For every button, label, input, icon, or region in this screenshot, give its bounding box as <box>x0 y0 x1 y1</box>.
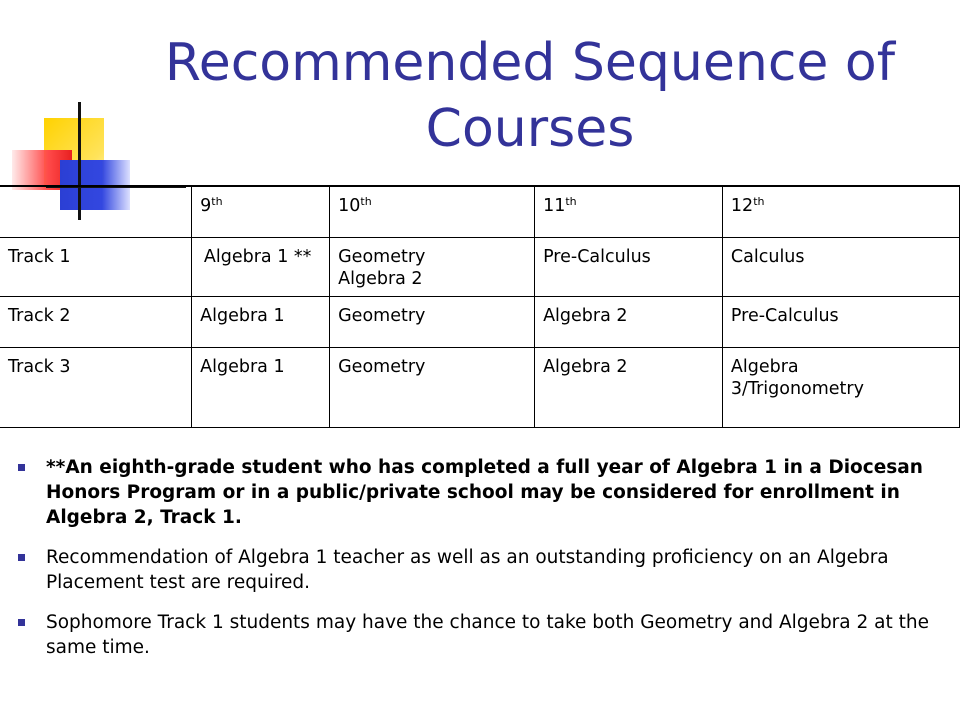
cell-11th: Algebra 2 <box>535 296 723 347</box>
bullet-square-icon <box>18 464 25 471</box>
cell-9th: Algebra 1 <box>192 347 330 427</box>
header-cell-10th: 10th <box>330 186 535 237</box>
cell-12th: Algebra 3/Trigonometry <box>722 347 959 427</box>
cell-9th: Algebra 1 <box>192 296 330 347</box>
list-item <box>18 545 948 595</box>
cell-11th: Pre-Calculus <box>535 237 723 296</box>
header-cell-12th: 12th <box>722 186 959 237</box>
cell-10th: Geometry <box>330 347 535 427</box>
bullet-square-icon <box>18 619 25 626</box>
note-text: **An eighth-grade student who has completed a full year of Algebra 1 in a Diocesan Honors Program or in a public/private school may be considered for enrollment in Algebra 2, Track 1. <box>46 457 923 528</box>
header-cell-9th: 9th <box>192 186 330 237</box>
table-row <box>0 237 960 296</box>
course-sequence-table <box>0 185 960 428</box>
list-item <box>18 455 948 530</box>
header-cell-empty <box>0 186 192 237</box>
table-row <box>0 347 960 427</box>
notes-list <box>18 455 948 675</box>
table-header-row <box>0 186 960 237</box>
cell-12th: Pre-Calculus <box>722 296 959 347</box>
cell-9th: Algebra 1 ** <box>192 237 330 296</box>
cell-11th: Algebra 2 <box>535 347 723 427</box>
list-item <box>18 610 948 660</box>
table-row <box>0 296 960 347</box>
cell-12th: Calculus <box>722 237 959 296</box>
note-text: Sophomore Track 1 students may have the chance to take both Geometry and Algebra 2 at the same time. <box>46 612 929 658</box>
note-text: Recommendation of Algebra 1 teacher as well as an outstanding proficiency on an Algebra Placement test are required. <box>46 547 889 593</box>
track-label: Track 2 <box>0 296 192 347</box>
track-label: Track 1 <box>0 237 192 296</box>
track-label: Track 3 <box>0 347 192 427</box>
bullet-square-icon <box>18 554 25 561</box>
cell-10th: Geometry <box>330 296 535 347</box>
header-cell-11th: 11th <box>535 186 723 237</box>
slide-title: Recommended Sequence of Courses <box>164 33 896 159</box>
cell-10th: Geometry Algebra 2 <box>330 237 535 296</box>
